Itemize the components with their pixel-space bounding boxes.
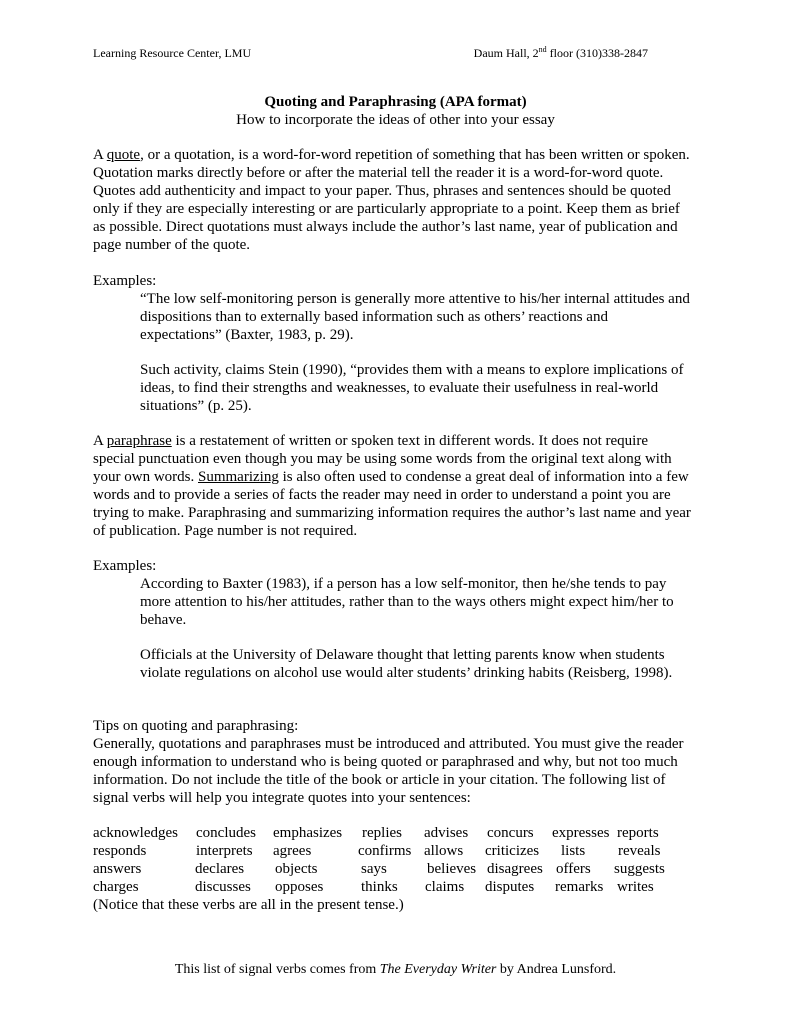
signal-verb: reveals bbox=[618, 843, 661, 859]
signal-verb: objects bbox=[275, 861, 318, 877]
quote-term: quote bbox=[106, 147, 141, 163]
signal-verb: confirms bbox=[358, 843, 412, 859]
signal-verbs-table bbox=[93, 824, 693, 896]
quote-definition-paragraph bbox=[93, 146, 693, 254]
signal-verb: charges bbox=[93, 879, 139, 895]
tips-heading: Tips on quoting and paraphrasing: bbox=[93, 718, 299, 734]
signal-verb: suggests bbox=[614, 861, 665, 877]
signal-verb: criticizes bbox=[485, 843, 540, 859]
paraphrase-definition-paragraph bbox=[93, 432, 693, 540]
signal-verb: answers bbox=[93, 861, 142, 877]
signal-verb: emphasizes bbox=[273, 825, 343, 841]
signal-verb: offers bbox=[556, 861, 591, 877]
signal-verb: agrees bbox=[273, 843, 312, 859]
signal-verb: disputes bbox=[485, 879, 535, 895]
tips-paragraph: Generally, quotations and paraphrases must be introduced and attributed. You must give the reader enough information to understand who is being quoted or paraphrased and why, but not too much information. Do not include the title of the book or article in your citation. The following list of signal verbs will help you integrate quotes into your sentences: bbox=[93, 736, 684, 806]
signal-verb: lists bbox=[561, 843, 586, 859]
signal-verb: writes bbox=[617, 879, 654, 895]
header-left: Learning Resource Center, LMU bbox=[93, 46, 252, 60]
paraphrase-body-2: is also often used to condense a great deal of information into a few words and to provide a series of facts the reader may need in order to understand a point you are trying to make. Paraphrasing and summarizing information requires the author’s last name and year of publication. Page number is not required. bbox=[93, 469, 691, 539]
signal-verb: says bbox=[361, 861, 387, 877]
header-right-sup: nd bbox=[538, 45, 547, 54]
verbs-note: (Notice that these verbs are all in the present tense.) bbox=[93, 897, 404, 913]
paraphrase-term: paraphrase bbox=[106, 433, 172, 449]
paraphrase-lead: A bbox=[93, 433, 107, 449]
footer-pre: This list of signal verbs comes from bbox=[174, 962, 380, 977]
signal-verb: discusses bbox=[195, 879, 251, 895]
signal-verb: expresses bbox=[552, 825, 610, 841]
signal-verb: concurs bbox=[487, 825, 534, 841]
document-subtitle: How to incorporate the ideas of other into your essay bbox=[236, 112, 555, 128]
examples-label-paraphrase: Examples: bbox=[93, 558, 157, 574]
header-right-text: Daum Hall, 2 bbox=[473, 46, 539, 60]
quote-example-2: Such activity, claims Stein (1990), “provides them with a means to explore implications of ideas, to find their strengths and weaknesses, to evaluate their usefulness in real-world situations” (p. 25). bbox=[140, 362, 684, 414]
quote-body: , or a quotation, is a word-for-word repetition of something that has been written or spoken. Quotation marks directly before or after the material tell the reader it is a word-for-word quote. Quotes add authenticity and impact to your paper. Thus, phrases and sentences should be quoted only if they are especially interesting or are particularly appropriate to a point. Keep them as brief as possible. Direct quotations must always include the author’s last name, year of publication and page number of the quote. bbox=[93, 147, 690, 253]
signal-verb: declares bbox=[195, 861, 245, 877]
header-right bbox=[474, 46, 648, 61]
footer-post: by Andrea Lunsford. bbox=[496, 962, 617, 977]
signal-verb: advises bbox=[424, 825, 469, 841]
signal-verb: allows bbox=[424, 843, 464, 859]
signal-verb: remarks bbox=[555, 879, 604, 895]
signal-verb: acknowledges bbox=[93, 825, 178, 841]
signal-verb: interprets bbox=[196, 843, 253, 859]
footer-book-title: The Everyday Writer bbox=[379, 962, 497, 977]
paraphrase-body-1: is a restatement of written or spoken text in different words. It does not require special punctuation even though you may be using some words from the original text along with your own words. bbox=[93, 433, 672, 485]
signal-verb: concludes bbox=[196, 825, 256, 841]
signal-verb: responds bbox=[93, 843, 147, 859]
paraphrase-example-2: Officials at the University of Delaware thought that letting parents know when students violate regulations on alcohol use would alter students’ drinking habits (Reisberg, 1998). bbox=[140, 647, 673, 681]
signal-verb: disagrees bbox=[487, 861, 543, 877]
header-right-tail: floor (310)338-2847 bbox=[546, 46, 648, 60]
summarizing-term: Summarizing bbox=[198, 469, 279, 485]
signal-verb: replies bbox=[362, 825, 402, 841]
quote-example-1: “The low self-monitoring person is generally more attentive to his/her internal attitudes and dispositions than to externally based information such as others’ reactions and expectations” (Baxter, 1983, p. 29). bbox=[140, 291, 690, 343]
document-title: Quoting and Paraphrasing (APA format) bbox=[264, 94, 527, 110]
quote-lead: A bbox=[93, 147, 107, 163]
signal-verb: opposes bbox=[275, 879, 324, 895]
paraphrase-example-1: According to Baxter (1983), if a person has a low self-monitor, then he/she tends to pay more attention to his/her attitudes, rather than to the ways others might expect him/her to behave. bbox=[140, 576, 674, 628]
examples-label-quotes: Examples: bbox=[93, 273, 157, 289]
signal-verb: thinks bbox=[361, 879, 398, 895]
signal-verb: believes bbox=[427, 861, 477, 877]
signal-verb: claims bbox=[425, 879, 465, 895]
signal-verb: reports bbox=[617, 825, 659, 841]
footer-citation bbox=[0, 962, 791, 978]
